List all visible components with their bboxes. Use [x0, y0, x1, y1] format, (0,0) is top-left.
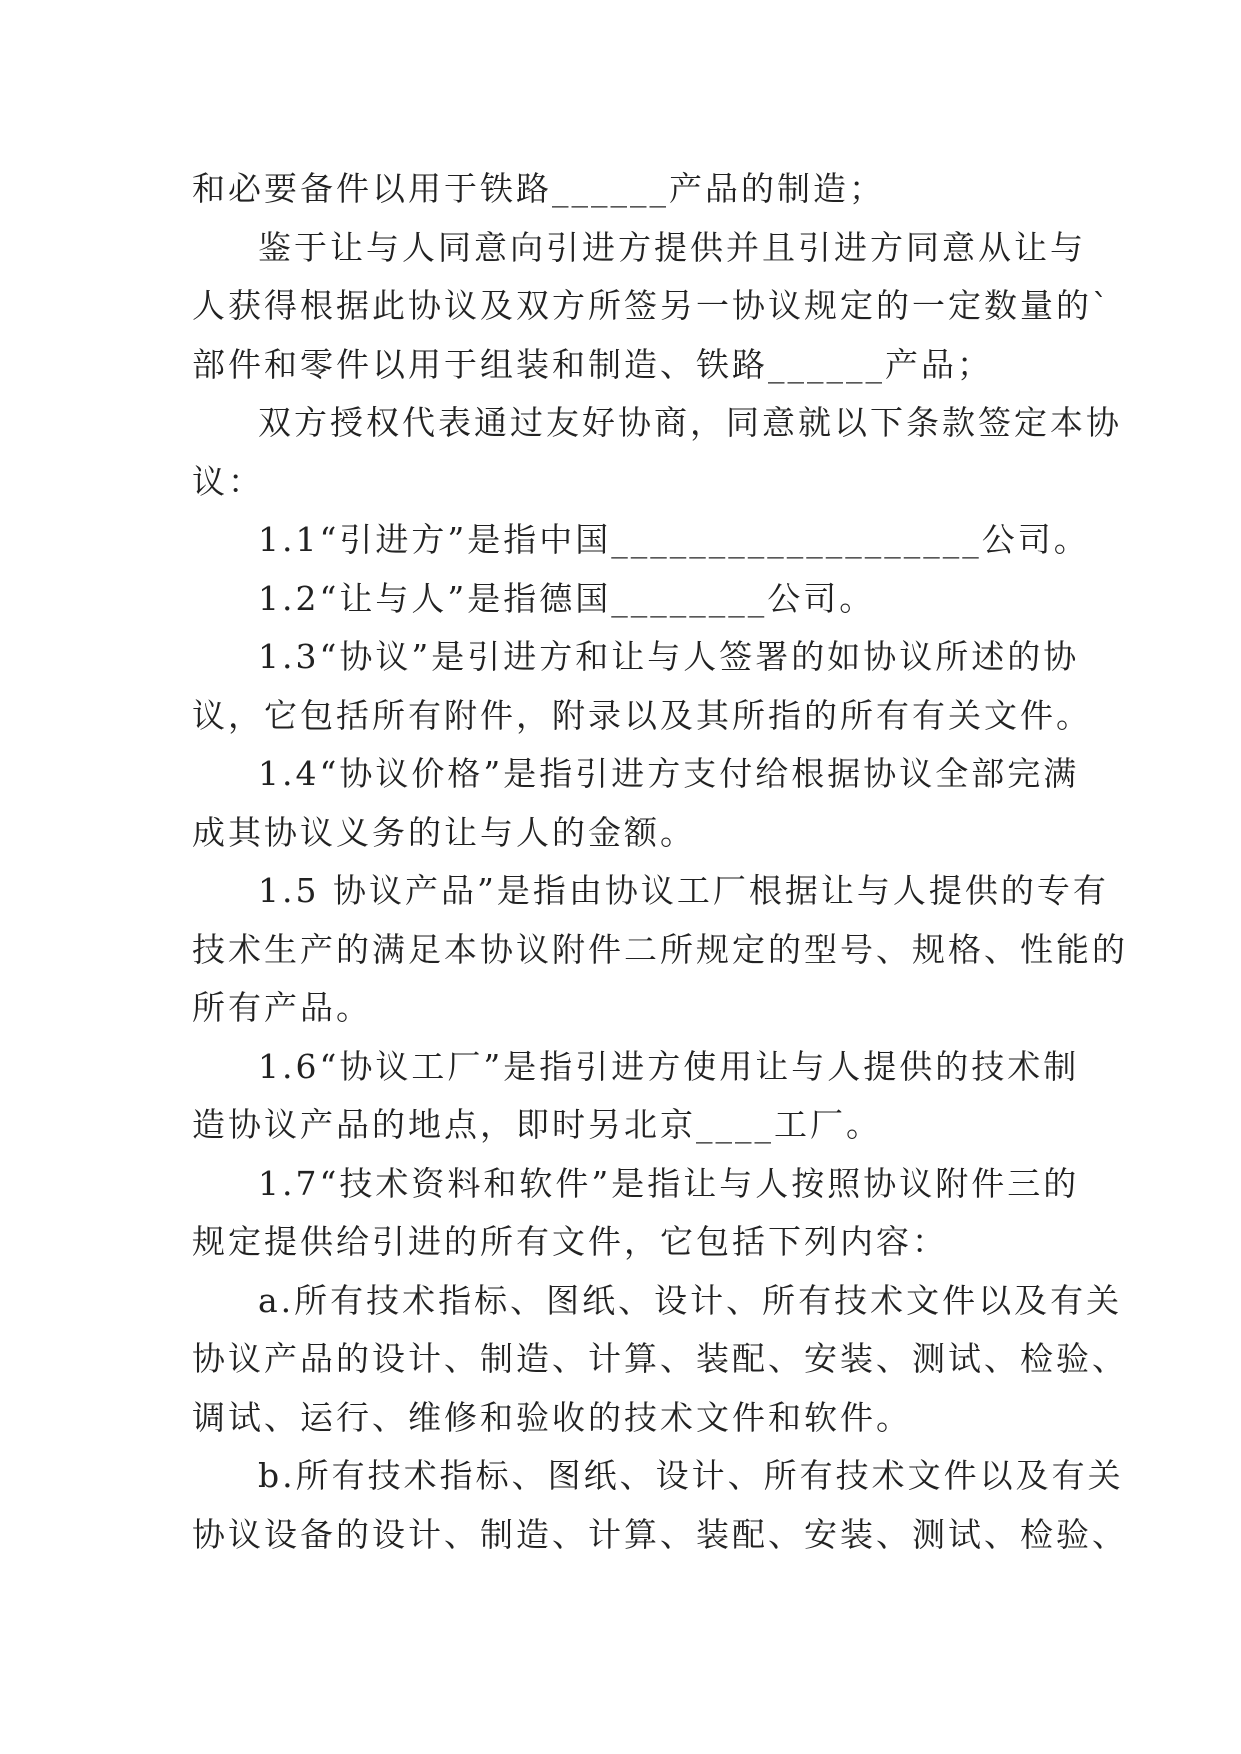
text-line: 1.2“让与人”是指德国________公司。	[258, 578, 876, 618]
text-line: 调试、运行、维修和验收的技术文件和软件。	[192, 1397, 912, 1437]
text-line: 成其协议义务的让与人的金额。	[192, 812, 696, 852]
text-line: 协议产品的设计、制造、计算、装配、安装、测试、检验、	[192, 1339, 1128, 1378]
text-line: 议：	[192, 461, 264, 501]
text-line: 协议设备的设计、制造、计算、装配、安装、测试、检验、	[192, 1514, 1128, 1554]
text-line: 双方授权代表通过友好协商，同意就以下条款签定本协	[258, 403, 1122, 442]
text-line: 人获得根据此协议及双方所签另一协议规定的一定数量的`	[192, 286, 1112, 325]
text-line: b.所有技术指标、图纸、设计、所有技术文件以及有关	[258, 1456, 1124, 1495]
text-line: 议，它包括所有附件，附录以及其所指的所有有关文件。	[192, 695, 1092, 735]
text-line: 鉴于让与人同意向引进方提供并且引进方同意从让与	[258, 227, 1086, 267]
text-line: 和必要备件以用于铁路______产品的制造；	[192, 169, 885, 208]
text-line: 造协议产品的地点，即时另北京____工厂。	[192, 1105, 882, 1144]
text-line: a.所有技术指标、图纸、设计、所有技术文件以及有关	[258, 1280, 1123, 1320]
text-line: 1.7“技术资料和软件”是指让与人按照协议附件三的	[258, 1163, 1080, 1203]
text-line: 技术生产的满足本协议附件二所规定的型号、规格、性能的	[192, 929, 1128, 969]
text-line: 1.4“协议价格”是指引进方支付给根据协议全部完满	[258, 754, 1080, 793]
text-line: 1.5 协议产品”是指由协议工厂根据让与人提供的专有	[258, 871, 1109, 910]
text-line: 1.1“引进方”是指中国___________________公司。	[258, 520, 1090, 559]
text-line: 1.3“协议”是引进方和让与人签署的如协议所述的协	[258, 637, 1080, 676]
text-line: 规定提供给引进的所有文件，它包括下列内容：	[192, 1222, 948, 1261]
text-line: 所有产品。	[192, 988, 372, 1027]
text-line: 1.6“协议工厂”是指引进方使用让与人提供的技术制	[258, 1046, 1080, 1086]
text-line: 部件和零件以用于组装和制造、铁路______产品；	[192, 344, 993, 384]
document-body	[192, 160, 1128, 1564]
